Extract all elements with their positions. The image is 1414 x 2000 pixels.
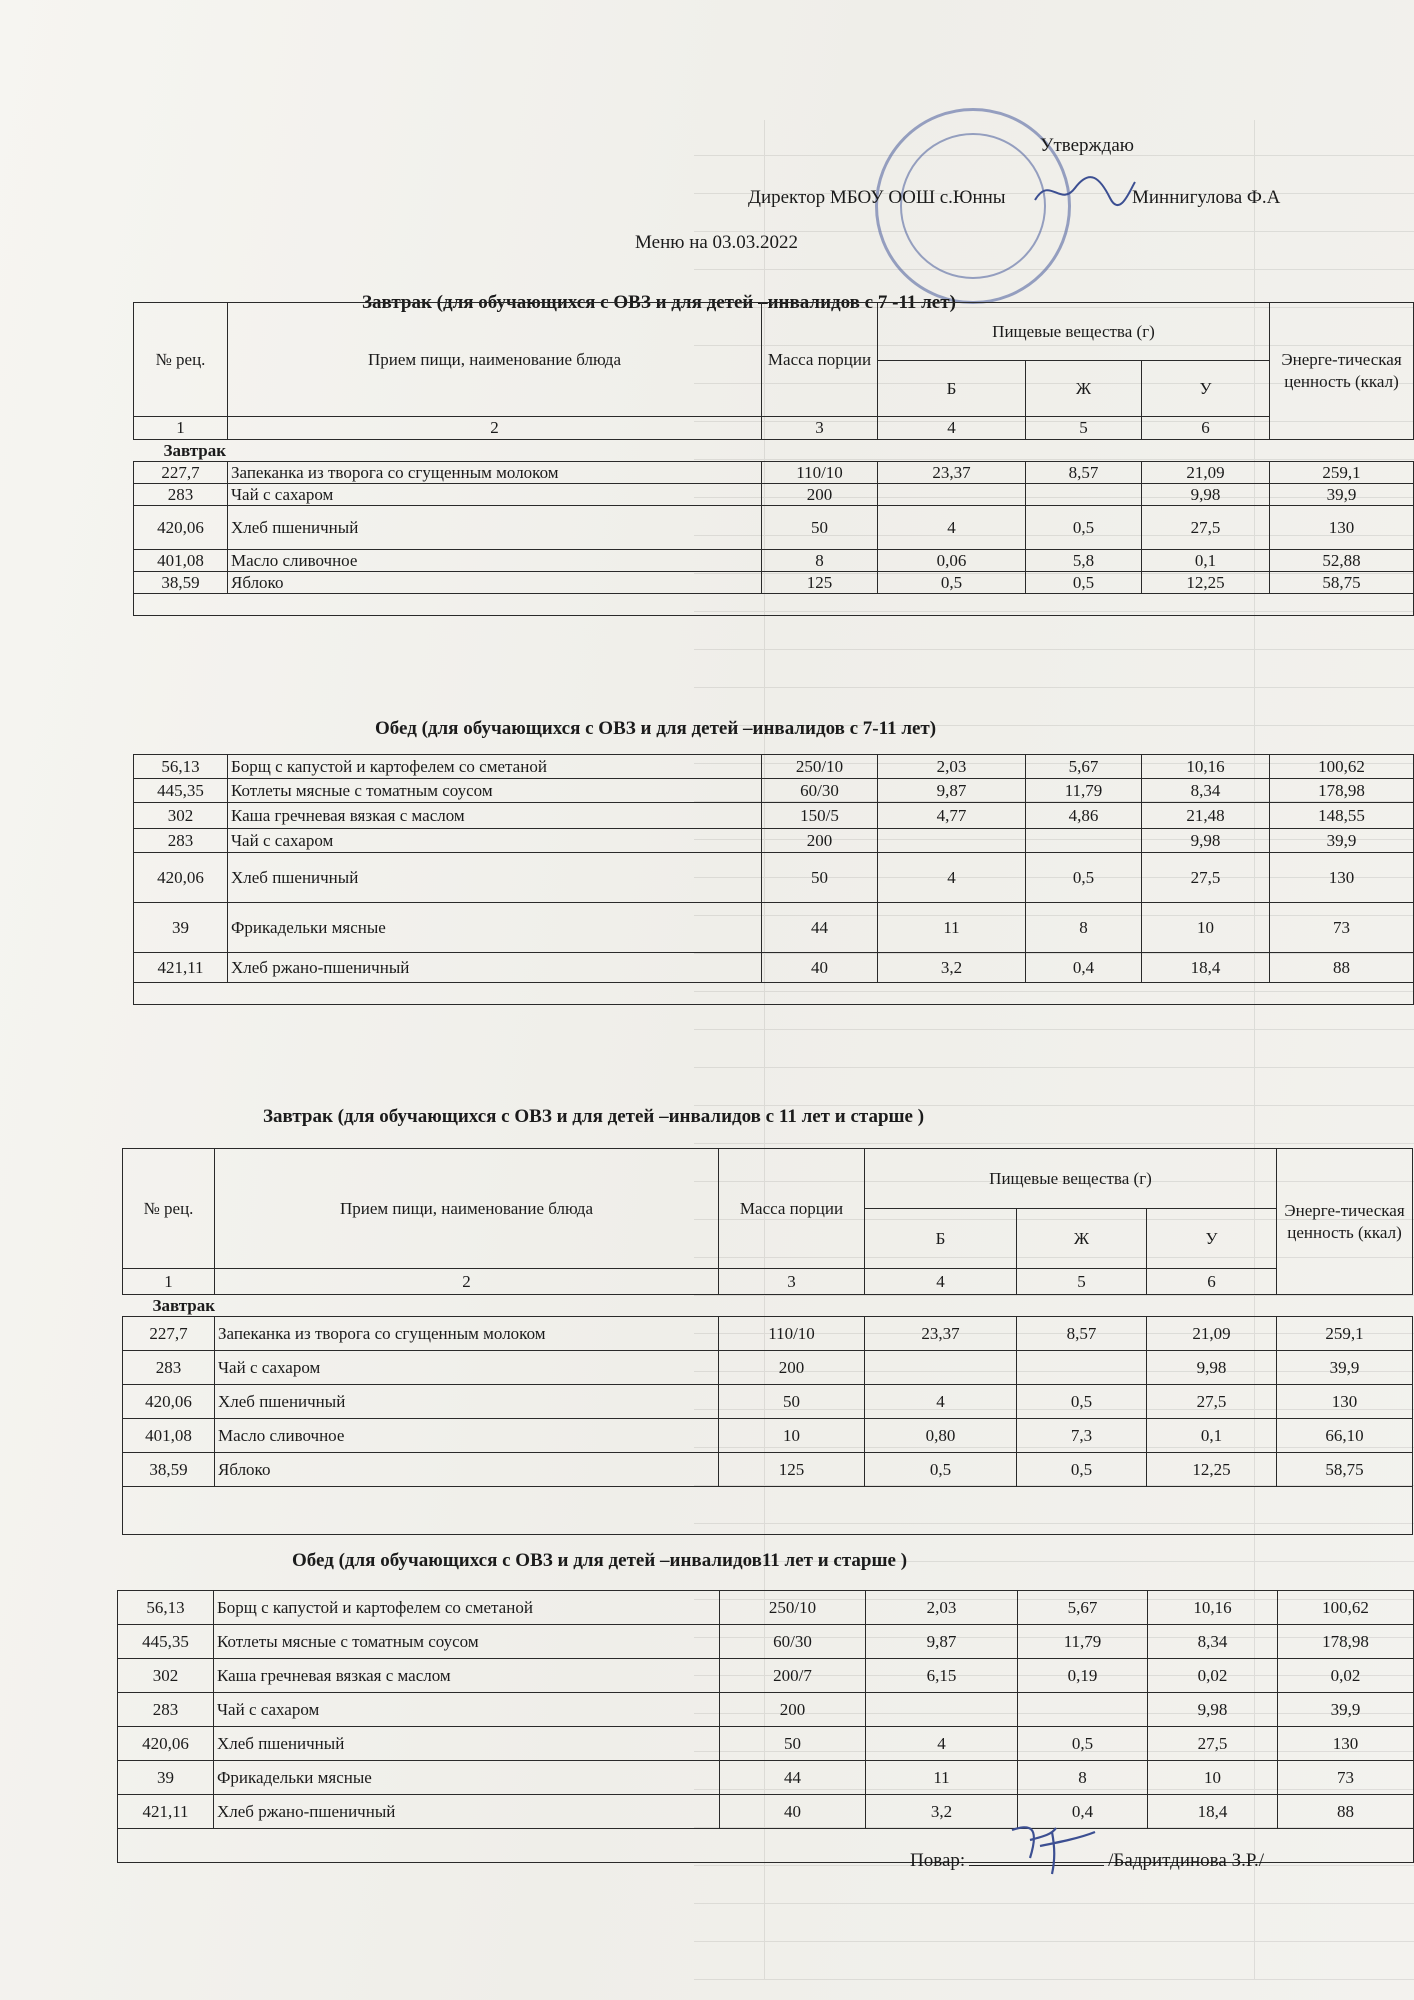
- protein-cell: 11: [878, 903, 1026, 953]
- energy-cell: 39,9: [1277, 1351, 1413, 1385]
- protein-cell: 11: [866, 1761, 1018, 1795]
- fat-cell: 0,4: [1026, 953, 1142, 983]
- energy-cell: 100,62: [1270, 755, 1414, 779]
- table-row: [134, 953, 1414, 983]
- rec-no-cell: 420,06: [123, 1385, 215, 1419]
- carbs-cell: 21,09: [1147, 1317, 1277, 1351]
- meal-label: Завтрак: [152, 1295, 216, 1315]
- col-num-4: 4: [878, 417, 1026, 440]
- rec-no-cell: 283: [123, 1351, 215, 1385]
- approve-label: Утверждаю: [1040, 135, 1134, 156]
- carbs-cell: 27,5: [1142, 506, 1270, 550]
- rec-no-cell: 401,08: [123, 1419, 215, 1453]
- dish-name-cell: Чай с сахаром: [228, 829, 762, 853]
- energy-cell: 58,75: [1277, 1453, 1413, 1487]
- fat-cell: 7,3: [1017, 1419, 1147, 1453]
- rec-no-cell: 283: [134, 484, 228, 506]
- cook-signature: [1000, 1818, 1100, 1878]
- energy-cell: 58,75: [1270, 572, 1414, 594]
- col-fat: Ж: [1017, 1209, 1147, 1269]
- energy-cell: 39,9: [1270, 484, 1414, 506]
- protein-cell: 0,5: [865, 1453, 1017, 1487]
- energy-cell: 73: [1270, 903, 1414, 953]
- col-protein: Б: [878, 361, 1026, 417]
- rec-no-cell: 56,13: [134, 755, 228, 779]
- fat-cell: 0,5: [1017, 1453, 1147, 1487]
- fat-cell: 11,79: [1018, 1625, 1148, 1659]
- dish-name-cell: Хлеб ржано-пшеничный: [228, 953, 762, 983]
- col-num-1: 1: [123, 1269, 215, 1295]
- menu-title: Меню на 03.03.2022: [635, 232, 799, 253]
- rec-no-cell: 420,06: [118, 1727, 214, 1761]
- meal-label: Завтрак: [163, 440, 227, 460]
- protein-cell: 0,80: [865, 1419, 1017, 1453]
- rec-no-cell: 421,11: [118, 1795, 214, 1829]
- rec-no-cell: 38,59: [123, 1453, 215, 1487]
- fat-cell: 8: [1026, 903, 1142, 953]
- section-title-breakfast-11-plus: Завтрак (для обучающихся с ОВЗ и для детей –инвалидов с 11 лет и старше ): [263, 1106, 925, 1127]
- table-row: [134, 506, 1414, 550]
- col-carbs: У: [1147, 1209, 1277, 1269]
- col-rec-no: № рец.: [123, 1149, 215, 1269]
- energy-cell: 88: [1270, 953, 1414, 983]
- dish-name-cell: Масло сливочное: [228, 550, 762, 572]
- col-fat: Ж: [1026, 361, 1142, 417]
- protein-cell: 9,87: [878, 779, 1026, 803]
- mass-cell: 50: [762, 853, 878, 903]
- fat-cell: 4,86: [1026, 803, 1142, 829]
- fat-cell: 8,57: [1017, 1317, 1147, 1351]
- energy-cell: 259,1: [1277, 1317, 1413, 1351]
- rec-no-cell: 38,59: [134, 572, 228, 594]
- table-row: [134, 572, 1414, 594]
- table-row: [118, 1727, 1414, 1761]
- dish-name-cell: Чай с сахаром: [228, 484, 762, 506]
- dish-name-cell: Яблоко: [215, 1453, 719, 1487]
- rec-no-cell: 227,7: [123, 1317, 215, 1351]
- carbs-cell: 10,16: [1148, 1591, 1278, 1625]
- protein-cell: [878, 829, 1026, 853]
- protein-cell: [878, 484, 1026, 506]
- carbs-cell: 12,25: [1147, 1453, 1277, 1487]
- fat-cell: 8,57: [1026, 462, 1142, 484]
- col-num-5: 5: [1017, 1269, 1147, 1295]
- table-row: [134, 462, 1414, 484]
- rec-no-cell: 283: [134, 829, 228, 853]
- table-row: [123, 1385, 1413, 1419]
- carbs-cell: 8,34: [1142, 779, 1270, 803]
- energy-cell: 73: [1278, 1761, 1414, 1795]
- section-title-lunch-11-plus: Обед (для обучающихся с ОВЗ и для детей –инвалидов11 лет и старше ): [292, 1550, 908, 1571]
- rec-no-cell: 302: [134, 803, 228, 829]
- dish-name-cell: Фрикадельки мясные: [214, 1761, 720, 1795]
- dish-name-cell: Хлеб пшеничный: [228, 506, 762, 550]
- fat-cell: 11,79: [1026, 779, 1142, 803]
- energy-cell: 130: [1277, 1385, 1413, 1419]
- carbs-cell: 9,98: [1142, 484, 1270, 506]
- mass-cell: 200: [762, 484, 878, 506]
- col-num-2: 2: [215, 1269, 719, 1295]
- mass-cell: 200: [719, 1351, 865, 1385]
- energy-cell: 178,98: [1278, 1625, 1414, 1659]
- dish-name-cell: Чай с сахаром: [215, 1351, 719, 1385]
- col-dish: Прием пищи, наименование блюда: [215, 1149, 719, 1269]
- protein-cell: [866, 1693, 1018, 1727]
- rec-no-cell: 39: [134, 903, 228, 953]
- carbs-cell: 18,4: [1142, 953, 1270, 983]
- carbs-cell: 21,48: [1142, 803, 1270, 829]
- protein-cell: 23,37: [878, 462, 1026, 484]
- table-row: [134, 829, 1414, 853]
- mass-cell: 60/30: [720, 1625, 866, 1659]
- protein-cell: [865, 1351, 1017, 1385]
- protein-cell: 6,15: [866, 1659, 1018, 1693]
- fat-cell: 8: [1018, 1761, 1148, 1795]
- carbs-cell: 9,98: [1147, 1351, 1277, 1385]
- mass-cell: 8: [762, 550, 878, 572]
- table-row: [134, 903, 1414, 953]
- col-num-2: 2: [228, 417, 762, 440]
- mass-cell: 50: [720, 1727, 866, 1761]
- table-footer-row: [134, 983, 1414, 1005]
- col-num-6: 6: [1147, 1269, 1277, 1295]
- mass-cell: 200: [720, 1693, 866, 1727]
- mass-cell: 125: [719, 1453, 865, 1487]
- energy-cell: 52,88: [1270, 550, 1414, 572]
- carbs-cell: 27,5: [1142, 853, 1270, 903]
- col-nutrients: Пищевые вещества (г): [865, 1149, 1277, 1209]
- col-num-6: 6: [1142, 417, 1270, 440]
- dish-name-cell: Борщ с капустой и картофелем со сметаной: [228, 755, 762, 779]
- cook-name: /Бадритдинова З.Р./: [1108, 1850, 1265, 1871]
- table-row: [118, 1591, 1414, 1625]
- col-dish: Прием пищи, наименование блюда: [228, 303, 762, 417]
- dish-name-cell: Хлеб пшеничный: [215, 1385, 719, 1419]
- protein-cell: 4,77: [878, 803, 1026, 829]
- energy-cell: 39,9: [1278, 1693, 1414, 1727]
- mass-cell: 44: [720, 1761, 866, 1795]
- carbs-cell: 0,1: [1142, 550, 1270, 572]
- table-row: [134, 779, 1414, 803]
- table-footer-row: [134, 594, 1414, 616]
- fat-cell: 0,5: [1026, 506, 1142, 550]
- mass-cell: 200/7: [720, 1659, 866, 1693]
- dish-name-cell: Запеканка из творога со сгущенным молоком: [215, 1317, 719, 1351]
- carbs-cell: 10: [1142, 903, 1270, 953]
- col-rec-no: № рец.: [134, 303, 228, 417]
- energy-cell: 130: [1270, 506, 1414, 550]
- table-row: [118, 1761, 1414, 1795]
- director-title: Директор МБОУ ООШ с.Юнны: [748, 187, 1006, 208]
- col-num-5: 5: [1026, 417, 1142, 440]
- mass-cell: 60/30: [762, 779, 878, 803]
- carbs-cell: 0,02: [1148, 1659, 1278, 1693]
- dish-name-cell: Хлеб пшеничный: [214, 1727, 720, 1761]
- col-mass: Масса порции: [762, 303, 878, 417]
- col-nutrients: Пищевые вещества (г): [878, 303, 1270, 361]
- col-num-3: 3: [719, 1269, 865, 1295]
- mass-cell: 110/10: [719, 1317, 865, 1351]
- energy-cell: 178,98: [1270, 779, 1414, 803]
- energy-cell: 100,62: [1278, 1591, 1414, 1625]
- col-energy: Энерге-тическая ценность (ккал): [1270, 303, 1414, 440]
- mass-cell: 50: [762, 506, 878, 550]
- protein-cell: 3,2: [866, 1795, 1018, 1829]
- fat-cell: [1026, 829, 1142, 853]
- director-name: Миннигулова Ф.А: [1132, 187, 1281, 208]
- energy-cell: 130: [1278, 1727, 1414, 1761]
- fat-cell: 5,8: [1026, 550, 1142, 572]
- mass-cell: 250/10: [762, 755, 878, 779]
- energy-cell: 130: [1270, 853, 1414, 903]
- empty-cell: [123, 1487, 1413, 1535]
- fat-cell: 5,67: [1018, 1591, 1148, 1625]
- protein-cell: 2,03: [866, 1591, 1018, 1625]
- rec-no-cell: 420,06: [134, 506, 228, 550]
- dish-name-cell: Фрикадельки мясные: [228, 903, 762, 953]
- carbs-cell: 9,98: [1148, 1693, 1278, 1727]
- carbs-cell: 10,16: [1142, 755, 1270, 779]
- fat-cell: 0,5: [1026, 572, 1142, 594]
- table-row: [118, 1795, 1414, 1829]
- carbs-cell: 0,1: [1147, 1419, 1277, 1453]
- rec-no-cell: 39: [118, 1761, 214, 1795]
- empty-cell: [134, 983, 1414, 1005]
- rec-no-cell: 227,7: [134, 462, 228, 484]
- fat-cell: 0,5: [1018, 1727, 1148, 1761]
- lunch-table-7-11: [133, 754, 1414, 1005]
- col-mass: Масса порции: [719, 1149, 865, 1269]
- mass-cell: 110/10: [762, 462, 878, 484]
- table-row: [134, 550, 1414, 572]
- protein-cell: 4: [878, 853, 1026, 903]
- table-row: [134, 853, 1414, 903]
- rec-no-cell: 445,35: [134, 779, 228, 803]
- carbs-cell: 18,4: [1148, 1795, 1278, 1829]
- table-row: [123, 1419, 1413, 1453]
- breakfast-table-7-11: [133, 302, 1414, 616]
- energy-cell: 148,55: [1270, 803, 1414, 829]
- dish-name-cell: Борщ с капустой и картофелем со сметаной: [214, 1591, 720, 1625]
- dish-name-cell: Каша гречневая вязкая с маслом: [214, 1659, 720, 1693]
- dish-name-cell: Котлеты мясные с томатным соусом: [214, 1625, 720, 1659]
- fat-cell: [1026, 484, 1142, 506]
- protein-cell: 0,06: [878, 550, 1026, 572]
- mass-cell: 10: [719, 1419, 865, 1453]
- protein-cell: 3,2: [878, 953, 1026, 983]
- dish-name-cell: Яблоко: [228, 572, 762, 594]
- protein-cell: 9,87: [866, 1625, 1018, 1659]
- fat-cell: 0,4: [1018, 1795, 1148, 1829]
- mass-cell: 250/10: [720, 1591, 866, 1625]
- dish-name-cell: Хлеб ржано-пшеничный: [214, 1795, 720, 1829]
- fat-cell: [1018, 1693, 1148, 1727]
- mass-cell: 40: [720, 1795, 866, 1829]
- protein-cell: 23,37: [865, 1317, 1017, 1351]
- rec-no-cell: 445,35: [118, 1625, 214, 1659]
- dish-name-cell: Каша гречневая вязкая с маслом: [228, 803, 762, 829]
- table-row: [118, 1659, 1414, 1693]
- carbs-cell: 12,25: [1142, 572, 1270, 594]
- protein-cell: 4: [866, 1727, 1018, 1761]
- mass-cell: 200: [762, 829, 878, 853]
- protein-cell: 4: [878, 506, 1026, 550]
- col-energy: Энерге-тическая ценность (ккал): [1277, 1149, 1413, 1295]
- energy-cell: 259,1: [1270, 462, 1414, 484]
- col-num-4: 4: [865, 1269, 1017, 1295]
- table-row: [118, 1693, 1414, 1727]
- energy-cell: 66,10: [1277, 1419, 1413, 1453]
- energy-cell: 88: [1278, 1795, 1414, 1829]
- fat-cell: 0,5: [1017, 1385, 1147, 1419]
- fat-cell: 5,67: [1026, 755, 1142, 779]
- table-row: [134, 755, 1414, 779]
- breakfast-table-11-plus: [122, 1148, 1413, 1535]
- rec-no-cell: 56,13: [118, 1591, 214, 1625]
- lunch-table-11-plus: [117, 1590, 1414, 1863]
- carbs-cell: 27,5: [1147, 1385, 1277, 1419]
- table-row: [134, 484, 1414, 506]
- empty-cell: [134, 594, 1414, 616]
- table-footer-row: [123, 1487, 1413, 1535]
- protein-cell: 2,03: [878, 755, 1026, 779]
- energy-cell: 39,9: [1270, 829, 1414, 853]
- carbs-cell: 21,09: [1142, 462, 1270, 484]
- energy-cell: 0,02: [1278, 1659, 1414, 1693]
- carbs-cell: 10: [1148, 1761, 1278, 1795]
- fat-cell: 0,19: [1018, 1659, 1148, 1693]
- col-protein: Б: [865, 1209, 1017, 1269]
- dish-name-cell: Котлеты мясные с томатным соусом: [228, 779, 762, 803]
- carbs-cell: 27,5: [1148, 1727, 1278, 1761]
- protein-cell: 4: [865, 1385, 1017, 1419]
- carbs-cell: 8,34: [1148, 1625, 1278, 1659]
- table-row: [123, 1453, 1413, 1487]
- fat-cell: 0,5: [1026, 853, 1142, 903]
- rec-no-cell: 401,08: [134, 550, 228, 572]
- carbs-cell: 9,98: [1142, 829, 1270, 853]
- mass-cell: 50: [719, 1385, 865, 1419]
- col-num-3: 3: [762, 417, 878, 440]
- section-title-breakfast-7-11: Завтрак (для обучающихся с ОВЗ и для детей –инвалидов с 7 -11 лет): [362, 292, 956, 313]
- table-row: [123, 1317, 1413, 1351]
- table-row: [118, 1625, 1414, 1659]
- director-signature: [1030, 170, 1140, 210]
- col-carbs: У: [1142, 361, 1270, 417]
- rec-no-cell: 421,11: [134, 953, 228, 983]
- table-row: [123, 1351, 1413, 1385]
- rec-no-cell: 302: [118, 1659, 214, 1693]
- mass-cell: 40: [762, 953, 878, 983]
- rec-no-cell: 283: [118, 1693, 214, 1727]
- fat-cell: [1017, 1351, 1147, 1385]
- mass-cell: 44: [762, 903, 878, 953]
- cook-label: Повар:: [910, 1850, 966, 1871]
- rec-no-cell: 420,06: [134, 853, 228, 903]
- protein-cell: 0,5: [878, 572, 1026, 594]
- section-title-lunch-7-11: Обед (для обучающихся с ОВЗ и для детей –инвалидов с 7-11 лет): [375, 718, 937, 739]
- dish-name-cell: Запеканка из творога со сгущенным молоком: [228, 462, 762, 484]
- dish-name-cell: Хлеб пшеничный: [228, 853, 762, 903]
- dish-name-cell: Чай с сахаром: [214, 1693, 720, 1727]
- mass-cell: 125: [762, 572, 878, 594]
- dish-name-cell: Масло сливочное: [215, 1419, 719, 1453]
- mass-cell: 150/5: [762, 803, 878, 829]
- col-num-1: 1: [134, 417, 228, 440]
- table-row: [134, 803, 1414, 829]
